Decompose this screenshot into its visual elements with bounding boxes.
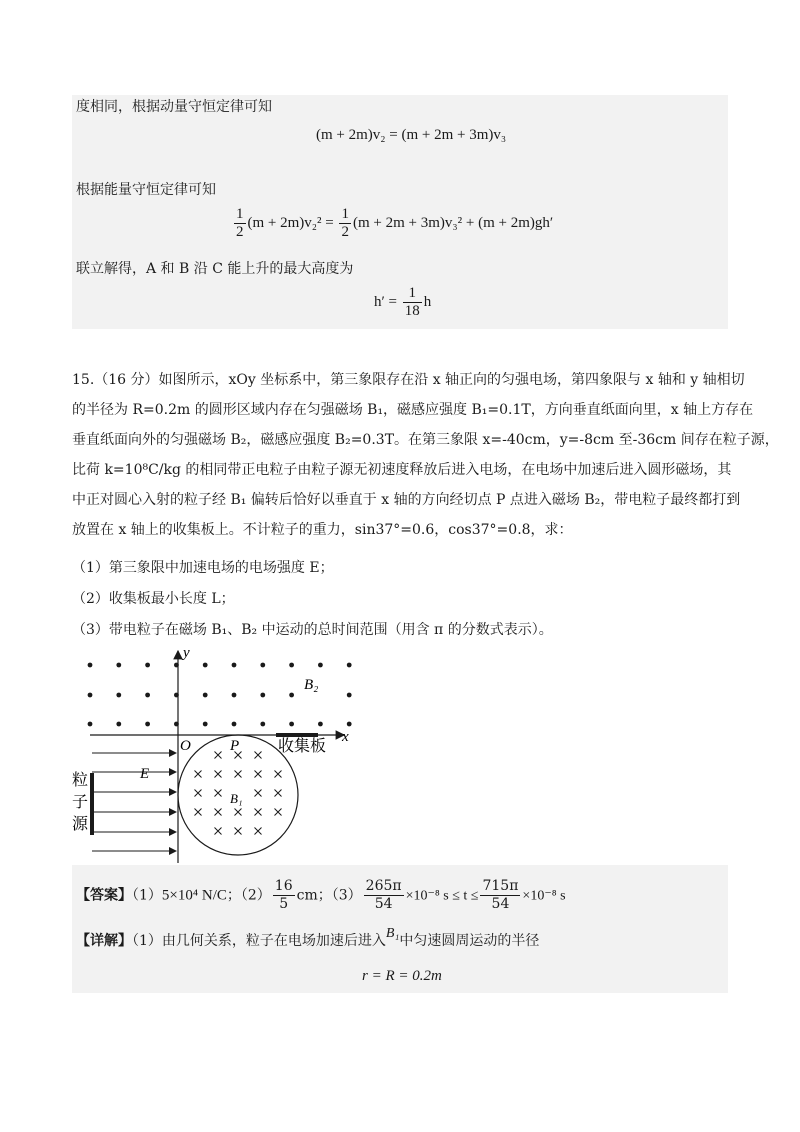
field-dot	[347, 722, 352, 727]
field-cross	[215, 809, 222, 816]
field-dot	[260, 722, 265, 727]
field-cross	[275, 790, 282, 797]
answer-tag: 【答案】	[76, 887, 132, 904]
e-label: E	[140, 766, 150, 782]
field-dot	[260, 663, 265, 668]
problem-line-2: 的半径为 R=0.2m 的圆形区域内存在匀强磁场 B₁，磁感应强度 B₁=0.1T，方向垂直纸面向里，x 轴上方存在	[72, 402, 754, 418]
field-dot	[88, 722, 93, 727]
question-1: （1）第三象限中加速电场的电场强度 E；	[72, 560, 334, 576]
half-fraction: $\frac{1}{2}$	[236, 206, 244, 240]
answer-3-upper: $\frac{715\pi}{54}$	[482, 878, 519, 912]
problem-line-1: 15.（16 分）如图所示，xOy 坐标系中，第三象限存在沿 x 轴正向的匀强电场，第四象限与 x 轴和 y 轴相切	[72, 372, 745, 388]
e-field-arrows	[92, 753, 176, 851]
field-dot	[232, 663, 237, 668]
field-dot	[116, 693, 121, 698]
field-dot	[145, 722, 150, 727]
field-cross	[215, 771, 222, 778]
source-label-3: 源	[72, 816, 89, 833]
field-dot	[232, 722, 237, 727]
field-cross	[235, 771, 242, 778]
field-dot	[318, 663, 323, 668]
field-dot	[347, 693, 352, 698]
source-label-1: 粒	[72, 772, 89, 789]
radius-equation: r = R = 0.2m	[362, 968, 442, 984]
answer-3-lower: $\frac{265\pi}{54}$	[365, 878, 402, 912]
origin-label: O	[180, 738, 191, 754]
field-cross	[275, 809, 282, 816]
field-dot	[260, 693, 265, 698]
field-cross	[235, 809, 242, 816]
detail-tag: 【详解】	[76, 933, 132, 949]
field-dot	[203, 663, 208, 668]
x-axis-label: x	[342, 729, 349, 745]
field-cross	[215, 790, 222, 797]
detail-b1: B₁	[385, 926, 400, 941]
field-dot	[116, 722, 121, 727]
answer-1: 5×10⁴ N/C	[161, 887, 227, 904]
detail-line: 【详解】（1）由几何关系，粒子在电场加速后进入B₁中匀速圆周运动的半径	[76, 926, 540, 949]
source-label-2: 子	[72, 794, 89, 811]
field-cross	[195, 771, 202, 778]
field-dot	[116, 663, 121, 668]
prev-line-2: 根据能量守恒定律可知	[76, 182, 216, 198]
field-cross	[255, 790, 262, 797]
half-fraction: $\frac{1}{2}$	[341, 206, 349, 240]
b2-label: B₂	[304, 677, 319, 693]
field-dot	[289, 722, 294, 727]
field-dot	[145, 693, 150, 698]
point-p-label: P	[230, 738, 240, 754]
answer-line: 【答案】（1）5×10⁴ N/C；（2） $\frac{16}{5}$ cm；（3） $\frac{265\pi}{54}$ ×10⁻⁸ s ≤ t ≤ $\frac{715\pi}{54}$ ×10⁻⁸ s	[76, 878, 566, 912]
b1-label: B₁	[230, 791, 243, 806]
collector-label: 收集板	[278, 738, 327, 755]
field-cross	[235, 828, 242, 835]
field-cross	[195, 809, 202, 816]
field-cross	[255, 771, 262, 778]
field-cross	[275, 771, 282, 778]
field-cross	[255, 828, 262, 835]
problem-line-6: 放置在 x 轴上的收集板上。不计粒子的重力，sin37°=0.6，cos37°=0.8，求：	[72, 522, 573, 538]
question-2: （2）收集板最小长度 L；	[72, 591, 235, 607]
field-dot	[347, 663, 352, 668]
field-dot	[88, 693, 93, 698]
field-cross	[215, 828, 222, 835]
momentum-equation: (m + 2m)v₂ = (m + 2m + 3m)v₃	[316, 127, 507, 143]
field-dot	[289, 663, 294, 668]
field-dot	[318, 722, 323, 727]
field-cross	[195, 790, 202, 797]
energy-equation: $\frac{1}{2}$ (m + 2m)v₂² = $\frac{1}{2}$ (m + 2m + 3m)v₃² + (m + 2m)gh′	[236, 206, 554, 240]
prev-line-1: 度相同，根据动量守恒定律可知	[76, 99, 272, 115]
y-axis-label: y	[183, 645, 190, 661]
problem-line-4: 比荷 k=10⁸C/kg 的相同带正电粒子由粒子源无初速度释放后进入电场，在电场中加速后进入圆形磁场，其	[72, 462, 732, 478]
question-3: （3）带电粒子在磁场 B₁、B₂ 中运动的总时间范围（用含 π 的分数式表示）。	[72, 622, 553, 638]
field-dot	[289, 693, 294, 698]
problem-line-3: 垂直纸面向外的匀强磁场 B₂，磁感应强度 B₂=0.3T。在第三象限 x=-40cm，y=-8cm 至-36cm 间存在粒子源，	[72, 432, 779, 448]
physics-figure	[70, 645, 360, 865]
field-cross	[255, 752, 262, 759]
b2-field-dots	[88, 663, 352, 727]
field-cross	[255, 809, 262, 816]
prev-line-3: 联立解得，A 和 B 沿 C 能上升的最大高度为	[76, 261, 354, 277]
field-dot	[203, 722, 208, 727]
max-height-equation: h′ = $\frac{1}{18}$ h	[374, 285, 432, 319]
problem-line-5: 中正对圆心入射的粒子经 B₁ 偏转后恰好以垂直于 x 轴的方向经切点 P 点进入磁场 B₂，带电粒子最终都打到	[72, 492, 741, 508]
answer-2-fraction: $\frac{16}{5}$	[274, 878, 293, 912]
field-cross	[215, 752, 222, 759]
field-dot	[232, 693, 237, 698]
field-dot	[145, 663, 150, 668]
field-dot	[203, 693, 208, 698]
field-dot	[88, 663, 93, 668]
